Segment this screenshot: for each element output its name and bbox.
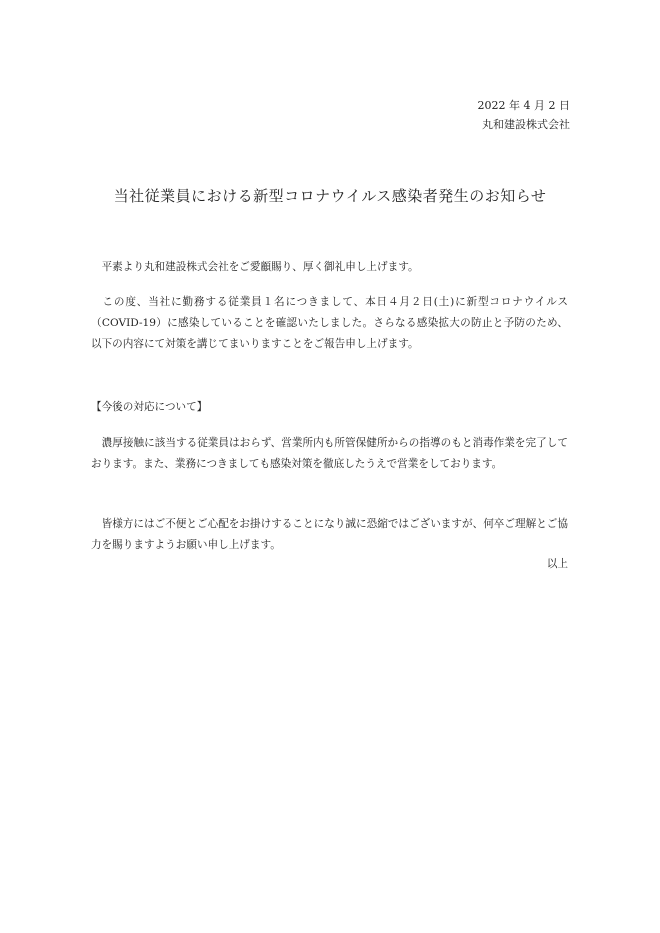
company-name: 丸和建設株式会社 [482, 118, 570, 131]
section-heading: 【今後の対応について】 [91, 401, 208, 413]
apology-paragraph: 皆様方にはご不便とご心配をお掛けすることになり誠に恐縮ではございますが、何卒ご理解とご協力を賜りますようお願い申し上げます。 [91, 518, 568, 551]
response-paragraph: 濃厚接触に該当する従業員はおらず、営業所内も所管保健所からの指導のもと消毒作業を完了しております。また、業務につきましても感染対策を徹底したうえで営業をしております。 [91, 437, 568, 470]
greeting-paragraph: 平素より丸和建設株式会社をご愛顧賜り、厚く御礼申し上げます。 [91, 261, 419, 273]
document-title: 当社従業員における新型コロナウイルス感染者発生のお知らせ [113, 187, 547, 205]
document-date: 2022 年 4 月 2 日 [477, 99, 570, 112]
announcement-paragraph: この度、当社に勤務する従業員１名につきまして、本日４月２日(土)に新型コロナウイルス（COVID-19）に感染していることを確認いたしました。さらなる感染拡大の防止と予防のため、以下の内容にて対策を講じてまいりますことをご報告申し上げます。 [91, 296, 568, 350]
closing-remark: 以上 [546, 558, 568, 570]
